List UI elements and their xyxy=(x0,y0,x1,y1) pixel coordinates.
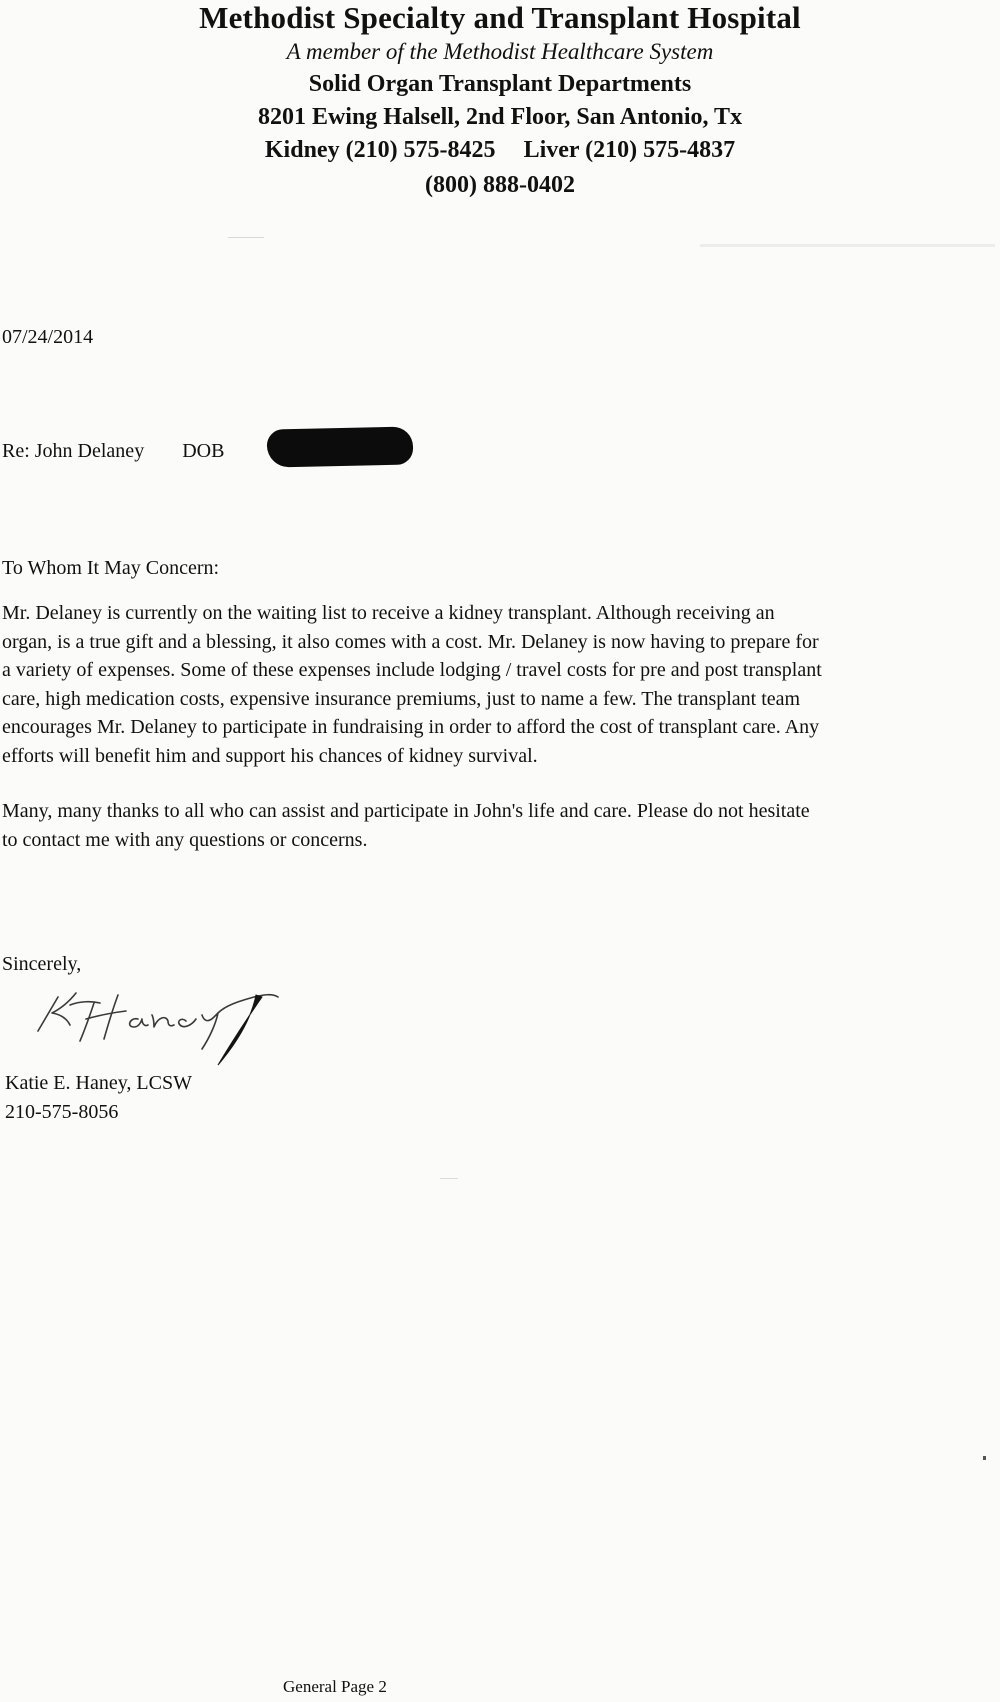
paragraph-line: Many, many thanks to all who can assist and participate in John's life and care. Please do not hesitate xyxy=(2,800,810,822)
paragraph-line: organ, is a true gift and a blessing, it also comes with a cost. Mr. Delaney is now having to prepare for xyxy=(2,630,819,653)
body-paragraph-2 xyxy=(2,797,1000,854)
department-name: Solid Organ Transplant Departments xyxy=(308,71,692,97)
member-line: A member of the Methodist Healthcare System xyxy=(286,39,714,64)
page-footer: General Page 2 xyxy=(283,1677,387,1696)
scan-mark xyxy=(440,1178,458,1179)
kidney-phone: Kidney (210) 575-8425 xyxy=(264,137,496,163)
dob-label: DOB xyxy=(182,440,225,462)
paragraph-line: a variety of expenses. Some of these expenses include lodging / travel costs for pre and post transplant xyxy=(2,659,822,681)
dob-redaction xyxy=(267,426,414,467)
closing: Sincerely, xyxy=(2,953,82,975)
signer-name: Katie E. Haney, LCSW xyxy=(5,1072,192,1094)
liver-phone: Liver (210) 575-4837 xyxy=(523,137,736,163)
re-patient: Re: John Delaney xyxy=(2,440,145,462)
scan-mark xyxy=(228,237,264,238)
letter-date: 07/24/2014 xyxy=(2,326,94,348)
body-paragraph-1 xyxy=(2,599,1000,770)
signer-phone: 210-575-8056 xyxy=(5,1101,119,1123)
scan-mark xyxy=(700,244,995,247)
signature-drawing xyxy=(30,975,410,1075)
hospital-name: Methodist Specialty and Transplant Hospital xyxy=(199,0,801,35)
handwritten-signature xyxy=(30,975,410,1075)
hospital-address: 8201 Ewing Halsell, 2nd Floor, San Antonio, Tx xyxy=(257,104,743,130)
paragraph-line: efforts will benefit him and support his chances of kidney survival. xyxy=(2,744,538,767)
salutation: To Whom It May Concern: xyxy=(2,557,220,579)
scan-mark xyxy=(983,1456,986,1460)
paragraph-line: care, high medication costs, expensive insurance premiums, just to name a few. The transplant team xyxy=(2,687,801,710)
paragraph-line: Mr. Delaney is currently on the waiting list to receive a kidney transplant. Although receiving an xyxy=(2,602,775,624)
toll-free-phone: (800) 888-0402 xyxy=(425,172,575,198)
department-phones xyxy=(0,136,1000,164)
paragraph-line: to contact me with any questions or concerns. xyxy=(2,828,368,851)
paragraph-line: encourages Mr. Delaney to participate in fundraising in order to afford the cost of transplant care. Any xyxy=(2,716,820,738)
re-line xyxy=(2,439,224,463)
